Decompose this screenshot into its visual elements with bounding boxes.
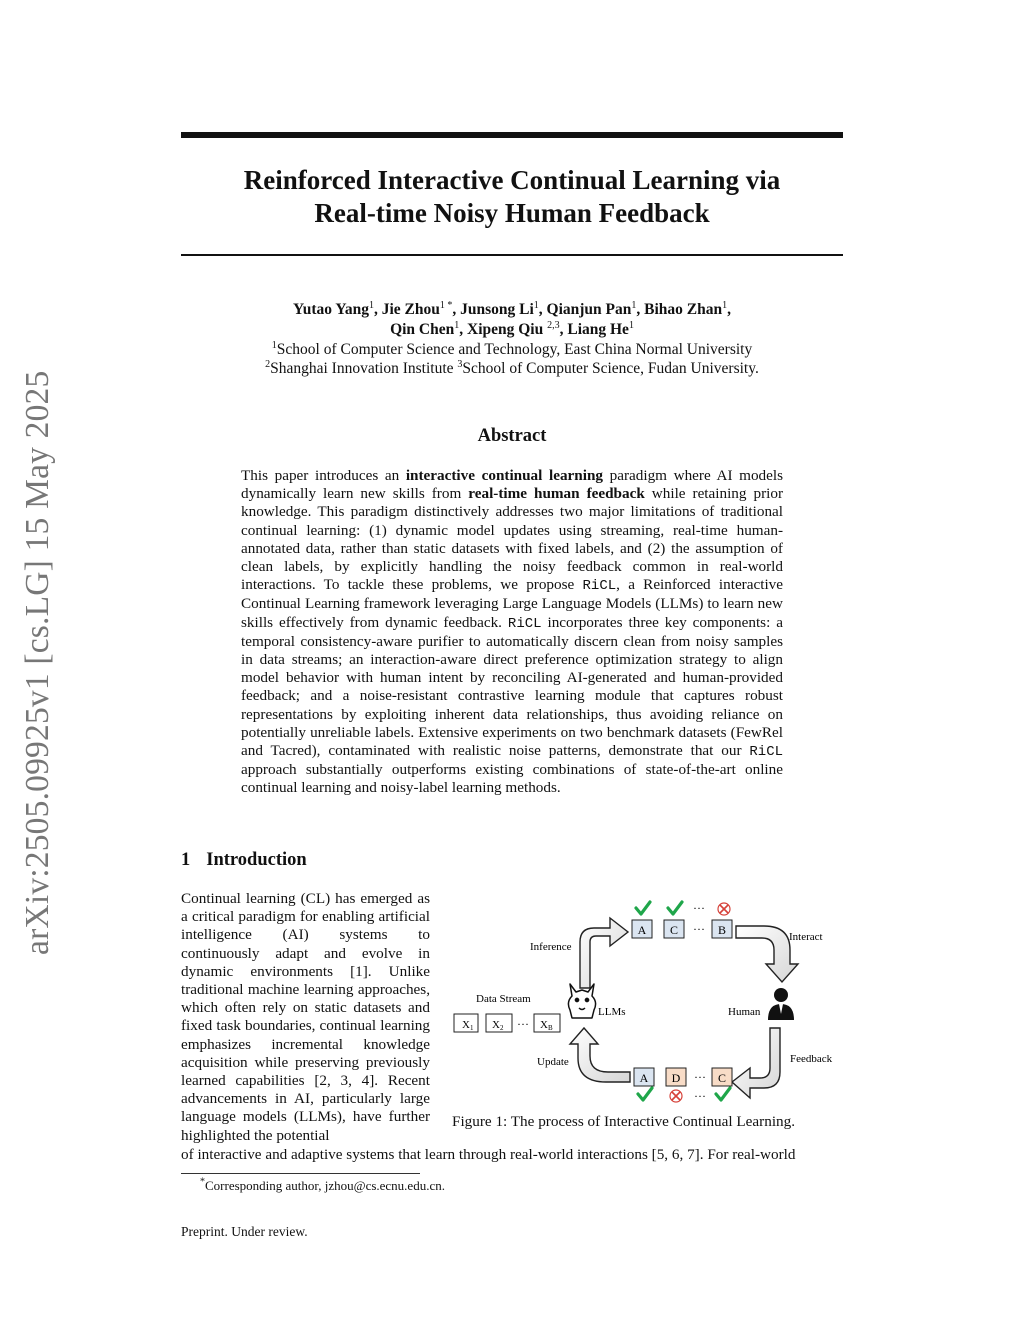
inference-arrow: [580, 918, 628, 988]
label-feedback: Feedback: [790, 1053, 833, 1065]
box-label: C: [669, 923, 679, 937]
section-heading-introduction: 1 Introduction: [181, 850, 307, 870]
label-update: Update: [537, 1056, 569, 1068]
figure-1-diagram: [448, 892, 844, 1112]
author-name: Bihao Zhan: [644, 301, 723, 318]
title-line-1: Reinforced Interactive Continual Learning via: [243, 165, 781, 195]
ellipsis: ···: [694, 1089, 706, 1103]
author-affil-mark: 1: [368, 299, 374, 311]
label-human: Human: [728, 1006, 761, 1018]
ellipsis: ···: [517, 1017, 529, 1031]
footnote: *Corresponding author, jzhou@cs.ecnu.edu.cn.: [200, 1176, 445, 1193]
check-icon: [636, 902, 650, 914]
cross-icon: [670, 1090, 682, 1102]
abstract-text: This paper introduces an interactive continual learning paradigm where AI models dynamically learn new skills from real-time human feedback while retaining prior knowledge. This paradigm distinctively addresses two major limitations of traditional continual learning: (1) dynamic model updates using streaming, real-time human-annotated data, rather than static datasets with fixed labels, and (2) the assumption of clean labels, by explicitly handling the noisy feedback common in real-world interactions. To tackle these problems, we propose RiCL, a Reinforced interactive Continual Learning framework leveraging Large Language Models (LLMs) to learn new skills effectively from dynamic feedback. RiCL incorporates three key components: a temporal consistency-aware purifier to automatically discern clean from noisy samples in data streams; an interaction-aware direct preference optimization strategy to align model behavior with human intent by reconciling AI-generated and human-provided feedback; and a noise-resistant contrastive learning module that captures robust representations by exploiting inherent data relationships, thus avoiding reliance on potentially unreliable labels. Extensive experiments on two benchmark datasets (FewRel and Tacred), contaminated with realistic noise patterns, demonstrate that our RiCL approach substantially outperforms existing combinations of state-of-the-art online continual learning and noisy-label learning methods.: [241, 467, 784, 797]
ellipsis: ···: [693, 901, 705, 915]
author-name: Junsong Li: [460, 301, 534, 318]
author-affil-mark: 1: [454, 319, 460, 331]
feedback-arrow: [732, 1028, 780, 1098]
svg-text:B: B: [548, 1024, 553, 1032]
svg-text:1: 1: [470, 1024, 474, 1032]
arxiv-identifier: arXiv:2505.09925v1 [cs.LG] 15 May 2025: [19, 370, 56, 955]
box-label: B: [717, 923, 727, 937]
check-icon: [638, 1088, 652, 1100]
box-label: C: [717, 1071, 727, 1085]
intro-paragraph: Continual learning (CL) has emerged as a critical paradigm for enabling artificial intelligence (AI) systems to continuously adapt and evolve in dynamic environments [1]. Unlike traditional machine learning approaches, which often rely on static datasets and fixed task boundaries, continual learning emphasizes incremental knowledge acquisition while preserving previously learned capabilities [2, 3, 4]. Recent advancements in AI, particularly large language models (LLMs), have further highlighted the potential: [181, 890, 430, 1144]
author-list: Yutao Yang$^1$, Jie Zhou$^{1 *}$, Junsong Li$^1$, Qianjun Pan$^1$, Bihao Zhan$^1$, Qin Chen$^1$, Xipeng Qiu $^{2,3}$, Liang He$^1$: [293, 299, 731, 338]
affil-mark: 2: [265, 358, 271, 370]
cross-icon: [718, 903, 730, 915]
svg-text:2: 2: [500, 1024, 504, 1032]
ellipsis: ···: [694, 1070, 706, 1084]
label-interact: Interact: [789, 931, 823, 943]
preprint-notice: Preprint. Under review.: [181, 1224, 308, 1239]
affiliations: [181, 340, 843, 378]
box-label: A: [639, 1071, 649, 1085]
affiliation-1: School of Computer Science and Technology, East China Normal University: [276, 341, 753, 358]
affiliation-3: School of Computer Science, Fudan University.: [462, 360, 759, 377]
data-stream-sequence: [454, 1014, 560, 1032]
bottom-feedback-sequence: [634, 1068, 732, 1086]
figure-1-caption: Figure 1: The process of Interactive Continual Learning.: [452, 1113, 796, 1130]
check-icon: [716, 1088, 730, 1100]
author-affil-mark: 1: [722, 299, 728, 311]
paper-title: [181, 164, 843, 230]
check-icon: [668, 902, 682, 914]
title-rule-top: [181, 132, 843, 138]
author-name: Liang He: [567, 321, 629, 338]
affiliation-2: Shanghai Innovation Institute: [270, 360, 458, 377]
human-icon: [768, 988, 794, 1020]
author-affil-mark: 1 *: [439, 299, 453, 311]
author-name: Qin Chen: [390, 321, 455, 338]
stream-item: X: [540, 1019, 548, 1031]
ellipsis: ···: [693, 922, 705, 936]
label-data-stream: Data Stream: [476, 993, 531, 1005]
box-label: A: [637, 923, 647, 937]
box-label: D: [671, 1071, 681, 1085]
stream-item: X: [462, 1019, 470, 1031]
update-arrow: [570, 1028, 630, 1082]
title-line-2: Real-time Noisy Human Feedback: [314, 198, 710, 228]
label-llms: LLMs: [598, 1006, 626, 1018]
llama-icon: [568, 984, 595, 1018]
author-name: Jie Zhou: [381, 301, 440, 318]
affil-mark: 1: [271, 339, 277, 351]
abstract-heading: Abstract: [477, 426, 547, 446]
affil-mark: 3: [457, 358, 463, 370]
author-name: Qianjun Pan: [546, 301, 632, 318]
label-inference: Inference: [530, 941, 572, 953]
author-name: Yutao Yang: [293, 301, 369, 318]
author-affil-mark: 1: [631, 299, 637, 311]
author-name: Xipeng Qiu: [467, 321, 544, 338]
footnote-rule: [181, 1173, 420, 1174]
stream-item: X: [492, 1019, 500, 1031]
author-affil-mark: 1: [628, 319, 634, 331]
top-output-sequence: [632, 920, 732, 938]
author-affil-mark: 2,3: [547, 319, 560, 331]
title-rule-bottom: [181, 254, 843, 256]
author-affil-mark: 1: [533, 299, 539, 311]
intro-fullwidth-line: of interactive and adaptive systems that learn through real-world interactions [5, 6, 7]. For real-world: [181, 1146, 796, 1163]
